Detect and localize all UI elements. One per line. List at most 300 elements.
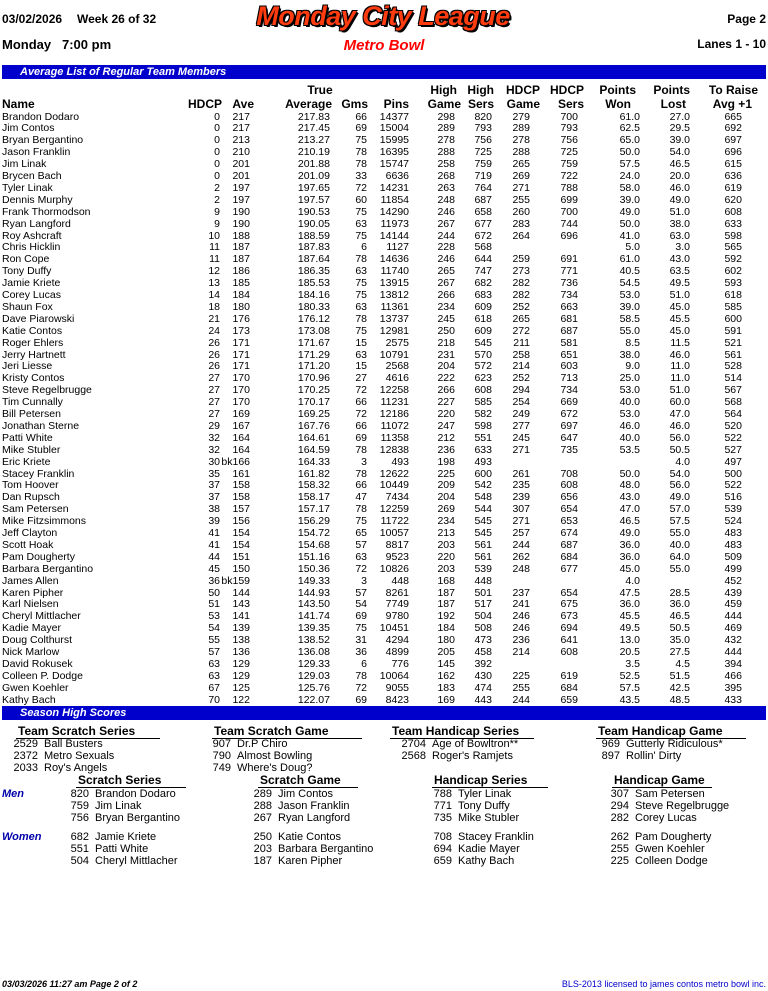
- table-cell: 43.5: [619, 693, 640, 706]
- table-cell: 158.17: [297, 491, 330, 504]
- table-cell: 158: [232, 491, 250, 504]
- table-cell: 504: [474, 610, 492, 623]
- table-cell: 672: [474, 229, 492, 242]
- score-value: 255: [610, 843, 629, 855]
- table-cell: 57.5: [619, 158, 640, 171]
- table-cell: 184: [437, 622, 455, 635]
- score-value: 820: [70, 788, 89, 800]
- table-cell: 65: [355, 527, 367, 539]
- table-cell: 608: [560, 479, 578, 492]
- table-cell: 568: [474, 241, 492, 254]
- table-cell: 697: [560, 419, 578, 432]
- table-cell: 40.0: [619, 431, 640, 444]
- table-cell: 141: [232, 610, 250, 623]
- score-value: 735: [433, 812, 452, 824]
- table-cell: 78: [355, 503, 367, 516]
- table-cell: 51: [208, 598, 220, 611]
- table-cell: 674: [560, 527, 578, 539]
- table-cell: 11358: [380, 431, 409, 444]
- table-cell: 21: [208, 312, 220, 325]
- table-cell: 10064: [379, 669, 409, 682]
- table-cell: 675: [560, 598, 578, 611]
- table-cell: 184.16: [297, 289, 330, 301]
- table-cell: 27: [355, 372, 367, 385]
- table-cell: 564: [724, 408, 742, 420]
- table-cell: 603: [560, 360, 578, 373]
- table-cell: 683: [474, 289, 492, 301]
- table-cell: 759: [474, 158, 492, 171]
- table-cell: 75: [355, 205, 367, 218]
- table-cell: 4.0: [625, 574, 640, 587]
- table-cell: 493: [391, 455, 409, 468]
- table-cell: 33: [355, 170, 367, 182]
- table-cell: 269: [512, 170, 530, 182]
- table-cell: 161.82: [297, 467, 330, 480]
- season-high-bar: [2, 706, 766, 720]
- column-header-hdcp-sers-1: HDCP: [549, 83, 584, 97]
- bowler-name: Kristy Contos: [2, 372, 65, 385]
- table-cell: 27: [208, 396, 220, 409]
- handicap-game-men-item: [605, 812, 697, 824]
- score-value: 203: [253, 843, 272, 855]
- handicap-game-women-item: [605, 855, 708, 867]
- table-cell: 246: [512, 610, 530, 623]
- table-cell: 8817: [385, 538, 409, 551]
- report-date: 03/02/2026: [2, 12, 63, 26]
- table-cell: 55.0: [619, 324, 640, 337]
- table-cell: 459: [724, 598, 742, 611]
- table-cell: 432: [724, 634, 742, 647]
- table-cell: 60.0: [669, 396, 690, 409]
- score-holder: Patti White: [95, 843, 149, 855]
- table-cell: 288: [437, 146, 455, 159]
- column-header-to-raise-1: To Raise: [708, 83, 758, 97]
- table-cell: 62.5: [619, 122, 640, 135]
- column-header-high-game-1: High: [430, 83, 457, 97]
- table-cell: 0: [214, 110, 220, 123]
- table-cell: 278: [512, 134, 530, 147]
- table-cell: 54: [208, 622, 220, 635]
- table-cell: 7749: [385, 598, 409, 611]
- bowler-name: Scott Hoak: [2, 538, 54, 551]
- scratch-series-women-item: [65, 843, 148, 855]
- table-cell: 9523: [385, 550, 409, 563]
- column-header-gms: Gms: [341, 97, 368, 111]
- table-cell: 78: [355, 669, 367, 682]
- score-holder: Kadie Mayer: [458, 843, 520, 855]
- score-holder: Jamie Kriete: [95, 831, 157, 843]
- table-cell: 170: [232, 384, 250, 397]
- table-cell: 0: [214, 122, 220, 135]
- table-cell: 654: [560, 503, 578, 516]
- table-cell: 185.53: [297, 277, 330, 290]
- table-cell: 458: [474, 646, 492, 658]
- table-cell: 129: [232, 657, 250, 670]
- table-cell: 47.0: [669, 408, 690, 420]
- table-cell: 67: [208, 681, 220, 694]
- bowler-name: Katie Contos: [2, 324, 63, 337]
- bowler-name: Chris Hicklin: [2, 241, 61, 254]
- table-cell: 37: [208, 491, 220, 504]
- table-cell: 598: [474, 419, 492, 432]
- table-cell: 669: [560, 396, 578, 409]
- bowler-name: Colleen P. Dodge: [2, 669, 83, 682]
- table-cell: 771: [560, 265, 578, 278]
- table-cell: 602: [724, 265, 742, 278]
- table-cell: 246: [437, 205, 455, 218]
- table-cell: 144: [232, 586, 250, 599]
- table-cell: 205: [437, 646, 455, 658]
- score-holder: Jim Linak: [95, 800, 142, 812]
- table-cell: 50: [208, 586, 220, 599]
- table-cell: 231: [437, 348, 455, 361]
- table-cell: 244: [512, 693, 530, 706]
- table-cell: 53.0: [619, 408, 640, 420]
- table-cell: 474: [474, 681, 492, 694]
- score-holder: Jason Franklin: [278, 800, 350, 812]
- table-cell: 663: [560, 300, 578, 313]
- table-cell: 735: [560, 443, 578, 456]
- table-cell: 12186: [379, 408, 409, 420]
- score-value: 294: [610, 800, 629, 812]
- table-cell: 294: [512, 384, 530, 397]
- table-cell: 167: [232, 419, 250, 432]
- table-cell: 11361: [380, 300, 409, 313]
- table-cell: 50.0: [619, 146, 640, 159]
- table-cell: 38.0: [619, 348, 640, 361]
- table-cell: 27.0: [669, 110, 690, 123]
- table-row: [0, 338, 768, 350]
- table-cell: 699: [560, 193, 578, 206]
- table-cell: 27: [208, 384, 220, 397]
- table-cell: 452: [724, 574, 742, 587]
- table-cell: 258: [437, 158, 455, 171]
- table-cell: 36: [208, 574, 220, 587]
- table-cell: 395: [724, 681, 742, 694]
- table-cell: 11231: [380, 396, 409, 409]
- table-cell: 167.76: [297, 419, 330, 432]
- column-header-to-raise-2: Avg +1: [712, 97, 752, 111]
- table-cell: 51.0: [669, 384, 690, 397]
- table-cell: 585: [724, 300, 742, 313]
- table-cell: 0: [214, 146, 220, 159]
- table-cell: 49.0: [619, 527, 640, 539]
- table-cell: 528: [724, 360, 742, 373]
- score-holder: Sam Petersen: [635, 788, 705, 800]
- table-cell: 35.0: [669, 634, 690, 647]
- bowler-name: Nick Marlow: [2, 646, 60, 658]
- table-cell: 213: [437, 527, 455, 539]
- handicap-game-women-item: [605, 831, 711, 843]
- table-cell: 225: [512, 669, 530, 682]
- table-cell: 271: [512, 443, 530, 456]
- table-cell: 48.0: [619, 479, 640, 492]
- table-cell: 75: [355, 324, 367, 337]
- table-row: [0, 540, 768, 552]
- table-cell: 545: [474, 336, 492, 349]
- women-label: Women: [2, 831, 42, 843]
- table-cell: 168: [437, 574, 455, 587]
- table-row: [0, 695, 768, 707]
- table-cell: 228: [437, 241, 455, 254]
- scratch-series-men-item: [65, 788, 176, 800]
- score-value: 759: [70, 800, 89, 812]
- table-cell: 40.0: [619, 396, 640, 409]
- score-holder: Roger's Ramjets: [432, 750, 513, 762]
- score-value: 289: [253, 788, 272, 800]
- table-cell: 257: [512, 527, 530, 539]
- table-cell: 38: [208, 503, 220, 516]
- table-cell: 39: [208, 515, 220, 528]
- table-cell: 11: [209, 253, 220, 266]
- table-cell: 722: [560, 170, 578, 182]
- table-row: [0, 326, 768, 338]
- table-cell: 13.0: [619, 634, 640, 647]
- table-cell: 247: [437, 419, 455, 432]
- table-cell: 697: [724, 134, 742, 147]
- column-header-pins: Pins: [383, 97, 409, 111]
- score-holder: Steve Regelbrugge: [635, 800, 730, 812]
- table-cell: 636: [724, 170, 742, 182]
- table-cell: 6: [361, 657, 367, 670]
- table-cell: 9: [214, 217, 220, 230]
- table-cell: 41.0: [619, 229, 640, 242]
- team-scratch-game-item: [207, 738, 288, 750]
- table-cell: 618: [474, 312, 492, 325]
- score-value: 187: [253, 855, 272, 867]
- table-cell: 46.0: [669, 181, 690, 194]
- table-row: [0, 599, 768, 611]
- score-holder: Ball Busters: [44, 738, 103, 750]
- table-cell: 11: [209, 241, 220, 254]
- table-cell: 170: [232, 372, 250, 385]
- table-cell: 58.5: [619, 312, 640, 325]
- table-cell: 700: [560, 205, 578, 218]
- table-cell: 585: [474, 396, 492, 409]
- table-cell: 430: [474, 669, 492, 682]
- table-cell: 185: [232, 277, 250, 290]
- table-cell: 63: [355, 217, 367, 230]
- table-cell: 692: [724, 122, 742, 135]
- table-cell: 9: [214, 205, 220, 218]
- table-cell: 10451: [379, 622, 409, 635]
- score-holder: Barbara Bergantino: [278, 843, 374, 855]
- table-row: [0, 623, 768, 635]
- table-cell: 266: [437, 289, 455, 301]
- table-cell: 14231: [379, 181, 409, 194]
- table-cell: 50.0: [619, 217, 640, 230]
- score-value: 790: [212, 750, 231, 762]
- table-cell: 473: [474, 634, 492, 647]
- table-cell: 298: [437, 110, 455, 123]
- table-cell: 647: [560, 431, 578, 444]
- table-cell: 29: [208, 419, 220, 432]
- table-cell: 64.0: [669, 550, 690, 563]
- table-cell: 11973: [380, 217, 409, 230]
- table-cell: 522: [724, 431, 742, 444]
- score-holder: Mike Stubler: [458, 812, 520, 824]
- bowler-name: Jerry Hartnett: [2, 348, 66, 361]
- table-cell: 170: [232, 396, 250, 409]
- table-cell: 444: [724, 646, 742, 658]
- table-cell: 63.5: [669, 265, 690, 278]
- table-cell: 483: [724, 538, 742, 551]
- table-cell: 273: [512, 265, 530, 278]
- bowler-name: Bill Petersen: [2, 408, 61, 420]
- table-cell: 237: [512, 586, 530, 599]
- bowler-name: Jason Franklin: [2, 146, 71, 159]
- table-cell: 129.03: [297, 669, 330, 682]
- score-value: 2372: [13, 750, 38, 762]
- score-holder: Bryan Bergantino: [95, 812, 180, 824]
- table-cell: 173: [232, 324, 250, 337]
- table-cell: 150.36: [297, 562, 330, 575]
- table-cell: 138: [232, 634, 250, 647]
- table-cell: 47: [355, 491, 367, 504]
- table-cell: 55.0: [669, 527, 690, 539]
- table-cell: 125.76: [297, 681, 330, 694]
- table-cell: 696: [724, 146, 742, 159]
- bowler-name: Jonathan Sterne: [2, 419, 80, 432]
- table-cell: 39.0: [619, 300, 640, 313]
- bowler-name: David Rokusek: [2, 657, 73, 670]
- table-cell: 0: [214, 158, 220, 171]
- table-cell: 12259: [379, 503, 409, 516]
- table-cell: 197.65: [297, 181, 330, 194]
- table-cell: 236: [512, 634, 530, 647]
- score-value: 907: [212, 738, 231, 750]
- bowler-name: Eric Kriete: [2, 455, 51, 468]
- table-cell: 235: [512, 479, 530, 492]
- handicap-series-men-item: [428, 812, 519, 824]
- table-cell: 45.5: [669, 312, 690, 325]
- table-cell: bk166: [221, 455, 250, 468]
- table-cell: 61.0: [619, 253, 640, 266]
- table-cell: 45.0: [669, 324, 690, 337]
- table-cell: 245: [512, 431, 530, 444]
- table-cell: 217.45: [297, 122, 330, 135]
- score-value: 2568: [401, 750, 426, 762]
- column-header-hdcp: HDCP: [187, 97, 222, 111]
- table-cell: 164.59: [297, 443, 330, 456]
- table-cell: 16395: [379, 146, 409, 159]
- table-cell: 570: [474, 348, 492, 361]
- table-cell: 508: [474, 622, 492, 635]
- team-scratch-series-item: [10, 738, 103, 750]
- score-holder: Rollin' Dirty: [626, 750, 682, 762]
- table-cell: 13737: [379, 312, 409, 325]
- bowler-name: Sam Petersen: [2, 503, 69, 516]
- score-value: 262: [610, 831, 629, 843]
- table-cell: 156.29: [297, 515, 330, 528]
- table-cell: 176.12: [297, 312, 330, 325]
- column-header-name: Name: [2, 97, 35, 111]
- score-holder: Jim Contos: [278, 788, 334, 800]
- table-row: [0, 445, 768, 457]
- score-holder: Gutterly Ridiculous*: [626, 738, 723, 750]
- scratch-game-women-item: [248, 831, 341, 843]
- table-cell: 227: [437, 396, 455, 409]
- table-cell: 654: [560, 586, 578, 599]
- table-cell: 644: [474, 253, 492, 266]
- scratch-game-title: Scratch Game: [260, 773, 341, 787]
- table-cell: 499: [724, 562, 742, 575]
- table-cell: 57.5: [619, 681, 640, 694]
- table-cell: 254: [512, 396, 530, 409]
- table-cell: 72: [355, 408, 367, 420]
- handicap-game-men-item: [605, 788, 705, 800]
- table-cell: 13812: [379, 289, 409, 301]
- table-cell: 188: [232, 229, 250, 242]
- table-cell: 608: [724, 205, 742, 218]
- bowler-name: James Allen: [2, 574, 59, 587]
- table-cell: 50.5: [669, 443, 690, 456]
- score-holder: Dr.P Chiro: [237, 738, 288, 750]
- handicap-series-title: Handicap Series: [434, 773, 528, 787]
- table-cell: 658: [474, 205, 492, 218]
- score-value: 267: [253, 812, 272, 824]
- table-cell: 246: [437, 253, 455, 266]
- table-cell: 40.0: [669, 538, 690, 551]
- table-cell: 289: [437, 122, 455, 135]
- table-cell: 66: [355, 419, 367, 432]
- column-header-points-won-1: Points: [599, 83, 636, 97]
- table-cell: 820: [474, 110, 492, 123]
- scratch-game-men-item: [248, 812, 350, 824]
- bowler-name: Ryan Langford: [2, 217, 71, 230]
- table-cell: 14290: [379, 205, 409, 218]
- bowler-name: Bryan Bergantino: [2, 134, 84, 147]
- table-cell: 66: [355, 110, 367, 123]
- table-cell: 75: [355, 622, 367, 635]
- table-cell: 222: [437, 372, 455, 385]
- table-cell: 448: [474, 574, 492, 587]
- table-cell: 493: [474, 455, 492, 468]
- table-cell: 11722: [380, 515, 409, 528]
- table-cell: 572: [474, 360, 492, 373]
- score-value: 969: [601, 738, 620, 750]
- table-cell: 39.0: [669, 134, 690, 147]
- table-cell: 46.0: [669, 348, 690, 361]
- table-cell: 2575: [385, 336, 409, 349]
- table-cell: 217: [232, 122, 250, 135]
- table-cell: 43.0: [669, 253, 690, 266]
- table-row: [0, 671, 768, 683]
- table-cell: 27.5: [669, 646, 690, 658]
- table-cell: 220: [437, 408, 455, 420]
- table-cell: 15995: [379, 134, 409, 147]
- table-cell: 69: [355, 693, 367, 706]
- table-cell: 187: [437, 586, 455, 599]
- table-cell: 255: [512, 681, 530, 694]
- table-cell: 516: [724, 491, 742, 504]
- bowler-name: Gwen Koehler: [2, 681, 69, 694]
- table-cell: 522: [724, 479, 742, 492]
- table-cell: 203: [437, 538, 455, 551]
- table-cell: 136: [232, 646, 250, 658]
- column-header-true-avg-1: True: [307, 83, 333, 97]
- table-cell: 201.09: [297, 170, 330, 182]
- table-cell: 11.5: [670, 336, 690, 349]
- table-cell: 201: [232, 158, 250, 171]
- table-cell: 41: [208, 527, 220, 539]
- handicap-series-women-item: [428, 843, 520, 855]
- team-handicap-series-title: Team Handicap Series: [392, 724, 520, 738]
- table-cell: 51.5: [669, 669, 690, 682]
- table-cell: 14636: [379, 253, 409, 266]
- table-cell: 39.0: [619, 193, 640, 206]
- table-cell: 151: [232, 550, 250, 563]
